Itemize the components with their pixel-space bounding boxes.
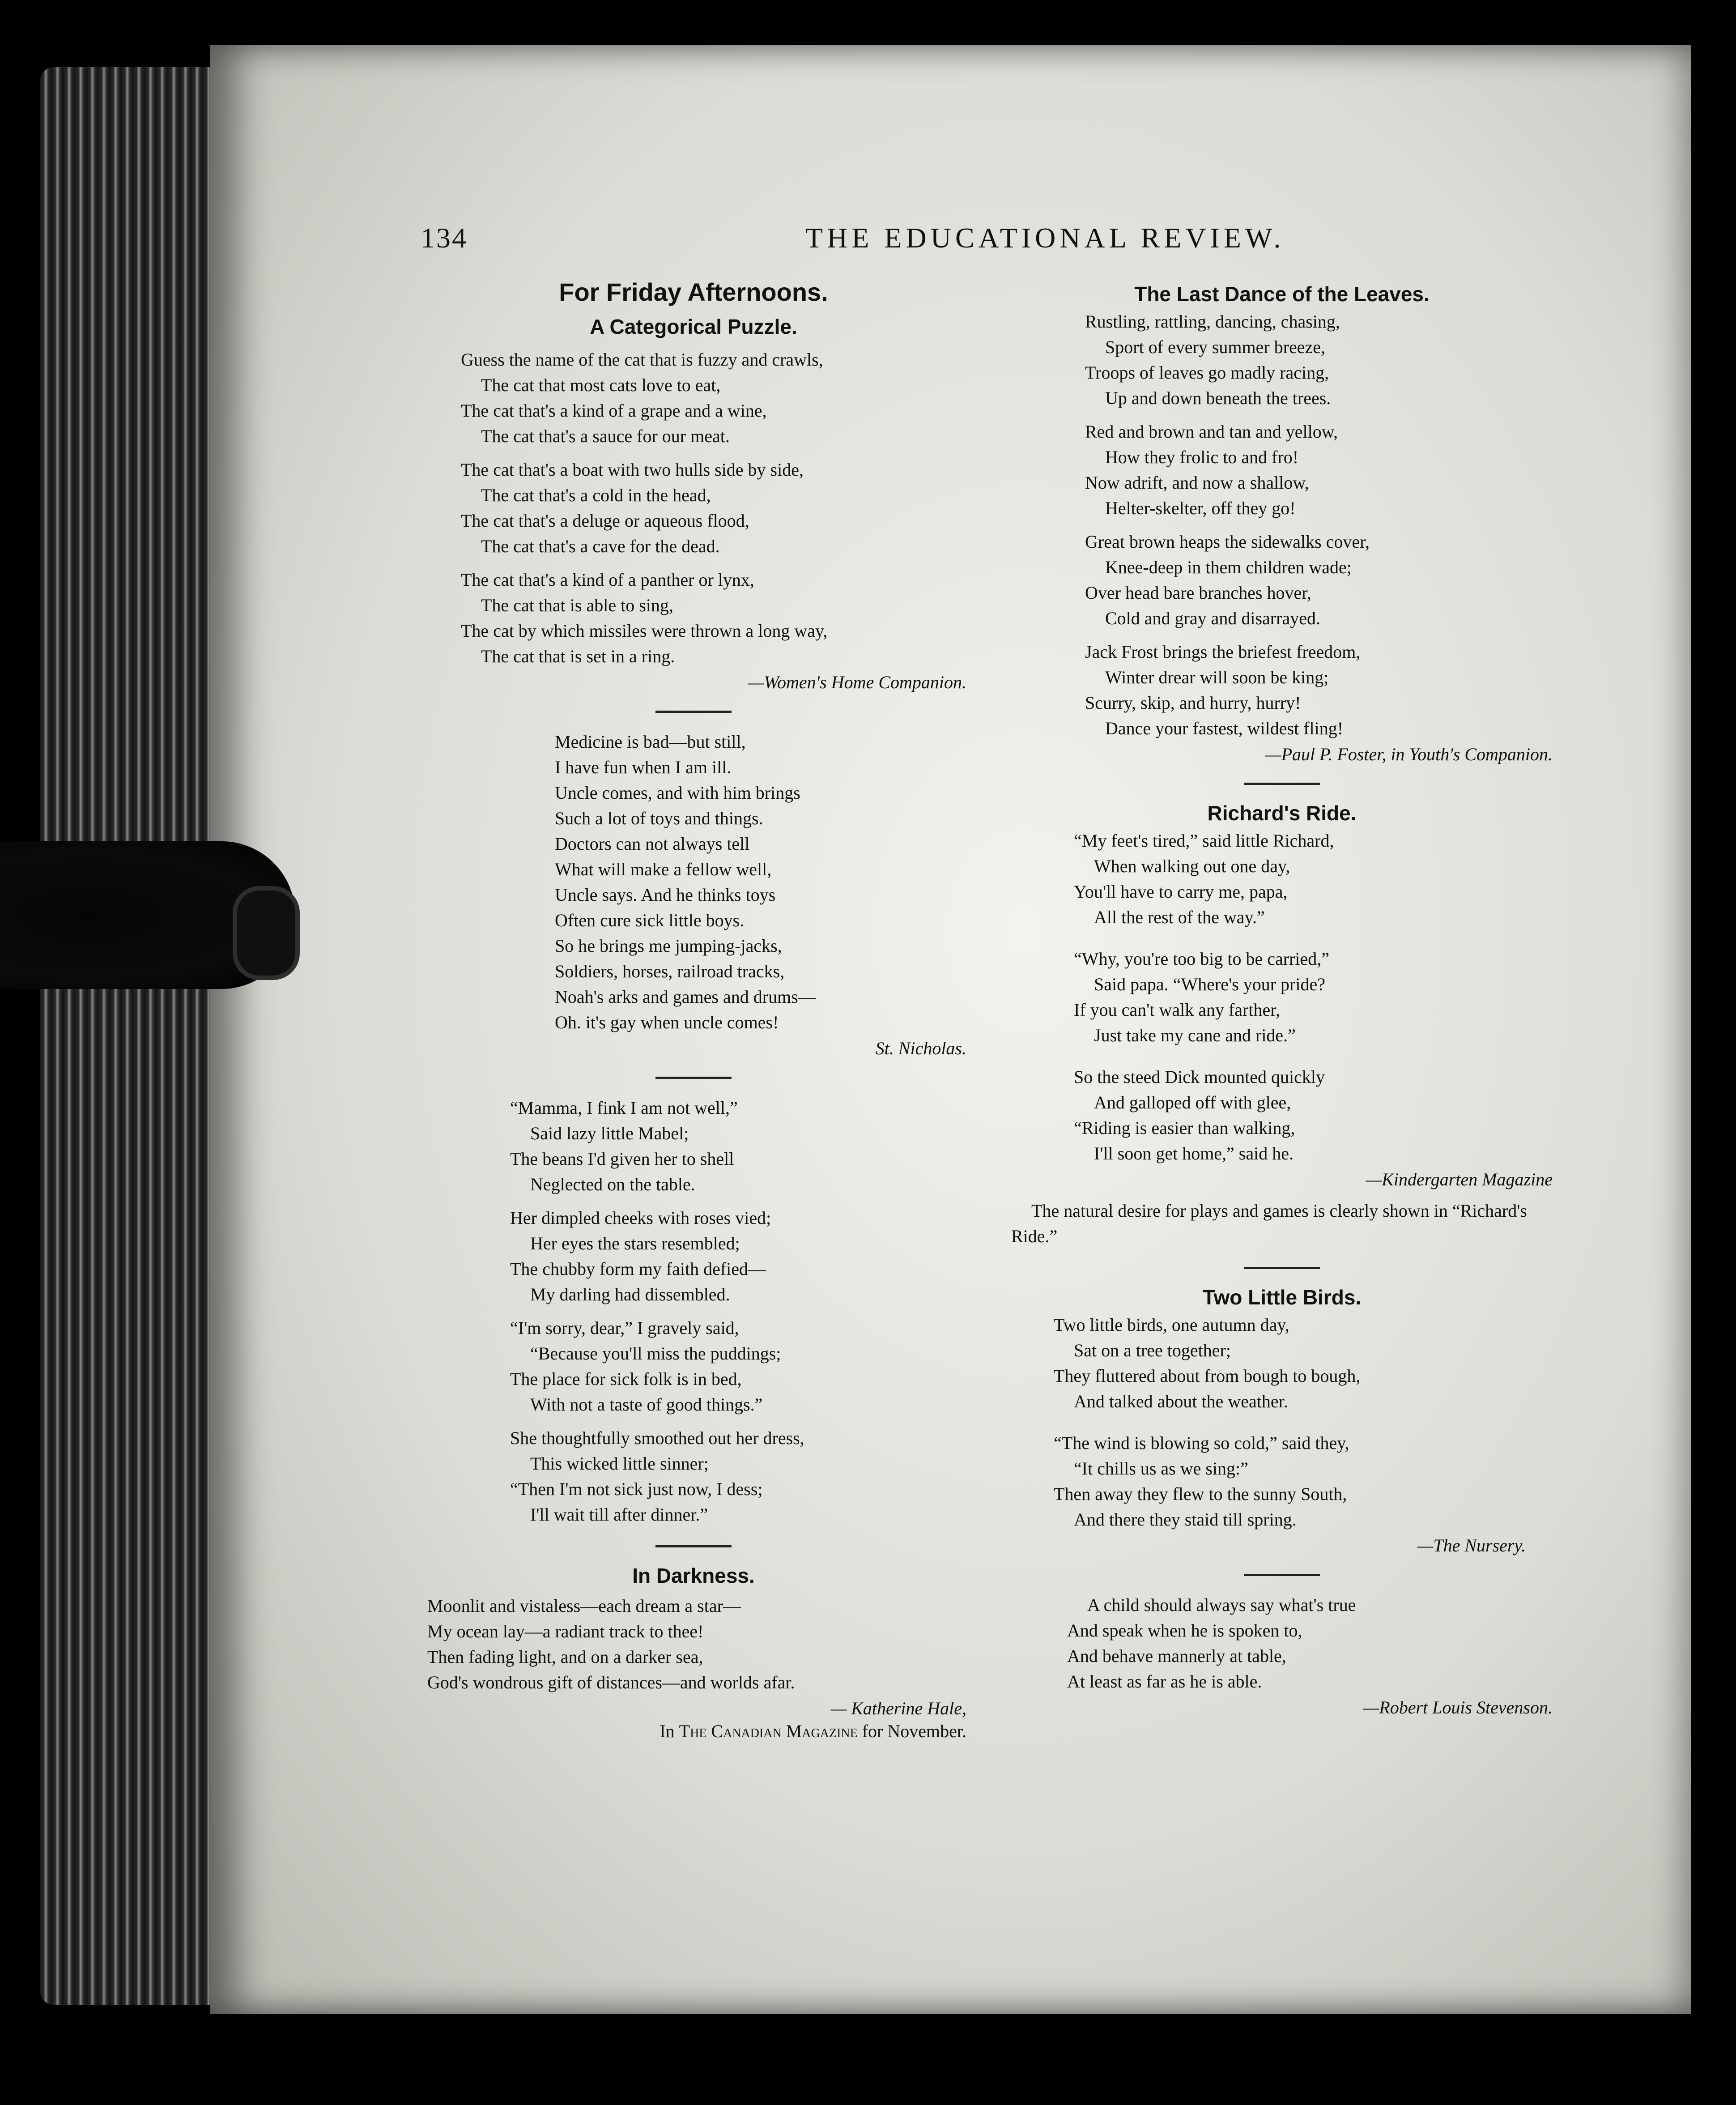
poem-line: And speak when he is spoken to, bbox=[1067, 1620, 1302, 1641]
poem-line: Moonlit and vistaless—each dream a star— bbox=[427, 1596, 741, 1616]
poem-line: “Mamma, I fink I am not well,” bbox=[510, 1098, 738, 1118]
stanza bbox=[510, 1095, 966, 1197]
stanza bbox=[1085, 309, 1553, 411]
poem-line: Sport of every summer breeze, bbox=[1105, 337, 1326, 357]
poem-line: The chubby form my faith defied— bbox=[510, 1259, 766, 1279]
poem-line: Doctors can not always tell bbox=[555, 834, 750, 854]
poem-line: “It chills us as we sing:” bbox=[1074, 1458, 1248, 1479]
poem-line: “My feet's tired,” said little Richard, bbox=[1074, 831, 1334, 851]
poem-line: Jack Frost brings the briefest freedom, bbox=[1085, 642, 1361, 662]
poem-line: The cat that most cats love to eat, bbox=[481, 375, 721, 395]
poem-line: The cat that's a kind of a grape and a wine, bbox=[461, 401, 767, 421]
poem-line: Neglected on the table. bbox=[530, 1174, 695, 1194]
poem-line: At least as far as he is able. bbox=[1067, 1671, 1262, 1692]
leaves-credit: —Paul P. Foster, in Youth's Companion. bbox=[1265, 744, 1553, 764]
stanza bbox=[1085, 529, 1553, 631]
divider-rule bbox=[1244, 1574, 1320, 1576]
poem-line: All the rest of the way.” bbox=[1094, 907, 1265, 927]
poem-line: My darling had dissembled. bbox=[530, 1284, 730, 1304]
poem-line: They fluttered about from bough to bough, bbox=[1054, 1366, 1361, 1386]
poem-line: And there they staid till spring. bbox=[1074, 1509, 1297, 1530]
source-prefix: In bbox=[660, 1721, 675, 1741]
poem-line: And behave mannerly at table, bbox=[1067, 1646, 1286, 1666]
puzzle-poem bbox=[461, 347, 966, 669]
poem-line: The cat that's a deluge or aqueous flood, bbox=[461, 511, 749, 531]
divider-rule bbox=[1244, 783, 1320, 785]
poem-line: Great brown heaps the sidewalks cover, bbox=[1085, 532, 1370, 552]
darkness-poem bbox=[427, 1593, 966, 1695]
medicine-poem bbox=[555, 729, 966, 1035]
poem-line: The cat that is able to sing, bbox=[481, 595, 673, 615]
poem-line: Then away they flew to the sunny South, bbox=[1054, 1484, 1347, 1504]
source-magazine: The Canadian Magazine bbox=[679, 1721, 858, 1741]
poem-line: If you can't walk any farther, bbox=[1074, 1000, 1280, 1020]
poem-line: I'll wait till after dinner.” bbox=[530, 1504, 708, 1525]
right-column bbox=[1011, 268, 1553, 1718]
stanza bbox=[461, 347, 966, 449]
stanza bbox=[461, 457, 966, 559]
puzzle-credit: —Women's Home Companion. bbox=[748, 672, 966, 692]
stanza bbox=[1085, 639, 1553, 741]
poem-line: When walking out one day, bbox=[1094, 856, 1290, 876]
divider-rule bbox=[1244, 1267, 1320, 1269]
poem-line: Now adrift, and now a shallow, bbox=[1085, 473, 1309, 493]
poem-line: “Then I'm not sick just now, I dess; bbox=[510, 1479, 763, 1499]
medicine-credit: St. Nicholas. bbox=[875, 1038, 966, 1058]
poem-line: Up and down beneath the trees. bbox=[1105, 388, 1331, 408]
poem-line: Soldiers, horses, railroad tracks, bbox=[555, 961, 785, 981]
poem-line: Red and brown and tan and yellow, bbox=[1085, 422, 1338, 442]
stevenson-poem bbox=[1067, 1592, 1553, 1694]
poem-line: Rustling, rattling, dancing, chasing, bbox=[1085, 311, 1340, 332]
poem-line: She thoughtfully smoothed out her dress, bbox=[510, 1428, 804, 1448]
poem-line: A child should always say what's true bbox=[1087, 1595, 1356, 1615]
page-number: 134 bbox=[421, 222, 468, 254]
richard-poem bbox=[1074, 828, 1553, 1166]
puzzle-title: A Categorical Puzzle. bbox=[590, 315, 797, 338]
poem-line: God's wondrous gift of distances—and worlds afar. bbox=[427, 1672, 795, 1692]
book-page-edges bbox=[40, 67, 219, 2005]
stanza bbox=[1074, 828, 1553, 930]
poem-line: The cat that's a sauce for our meat. bbox=[481, 426, 730, 446]
stanza bbox=[461, 567, 966, 669]
richard-credit: —Kindergarten Magazine bbox=[1366, 1169, 1553, 1189]
poem-line: Uncle says. And he thinks toys bbox=[555, 885, 776, 905]
stanza bbox=[510, 1315, 966, 1417]
stanza bbox=[1054, 1312, 1553, 1414]
poem-line: The cat that's a boat with two hulls side by side, bbox=[461, 460, 804, 480]
divider-rule bbox=[655, 1077, 732, 1079]
leaves-poem bbox=[1085, 309, 1553, 741]
poem-line: “Riding is easier than walking, bbox=[1074, 1118, 1295, 1138]
poem-line: Uncle comes, and with him brings bbox=[555, 783, 800, 803]
stanza bbox=[510, 1205, 966, 1307]
running-title: THE EDUCATIONAL REVIEW. bbox=[805, 222, 1285, 254]
left-column bbox=[421, 268, 966, 1742]
poem-line: Oh. it's gay when uncle comes! bbox=[555, 1012, 779, 1032]
poem-line: What will make a fellow well, bbox=[555, 859, 772, 879]
stanza bbox=[1054, 1430, 1553, 1532]
poem-line: Winter drear will soon be king; bbox=[1105, 667, 1329, 687]
poem-line: This wicked little sinner; bbox=[530, 1453, 709, 1474]
poem-line: “I'm sorry, dear,” I gravely said, bbox=[510, 1318, 739, 1338]
poem-line: Noah's arks and games and drums— bbox=[555, 987, 816, 1007]
poem-line: You'll have to carry me, papa, bbox=[1074, 882, 1288, 902]
poem-line: Helter-skelter, off they go! bbox=[1105, 498, 1296, 518]
poem-line: I have fun when I am ill. bbox=[555, 757, 732, 777]
poem-line: I'll soon get home,” said he. bbox=[1094, 1143, 1293, 1163]
poem-line: The cat by which missiles were thrown a long way, bbox=[461, 621, 828, 641]
poem-line: Her dimpled cheeks with roses vied; bbox=[510, 1208, 771, 1228]
poem-line: Said lazy little Mabel; bbox=[530, 1123, 689, 1143]
poem-line: Often cure sick little boys. bbox=[555, 910, 745, 930]
darkness-title: In Darkness. bbox=[632, 1564, 755, 1587]
page-header bbox=[421, 222, 1285, 262]
poem-line: The beans I'd given her to shell bbox=[510, 1149, 734, 1169]
poem-line: Then fading light, and on a darker sea, bbox=[427, 1647, 703, 1667]
section-title: For Friday Afternoons. bbox=[559, 278, 828, 306]
poem-line: “Because you'll miss the puddings; bbox=[530, 1343, 781, 1364]
poem-line: Just take my cane and ride.” bbox=[1094, 1025, 1296, 1045]
poem-line: The cat that's a cold in the head, bbox=[481, 485, 711, 505]
poem-line: With not a taste of good things.” bbox=[530, 1394, 763, 1415]
poem-line: And talked about the weather. bbox=[1074, 1391, 1288, 1411]
poem-line: Dance your fastest, wildest fling! bbox=[1105, 718, 1344, 738]
poem-line: Two little birds, one autumn day, bbox=[1054, 1315, 1289, 1335]
divider-rule bbox=[655, 711, 732, 713]
mabel-poem bbox=[510, 1095, 966, 1527]
poem-line: So the steed Dick mounted quickly bbox=[1074, 1067, 1325, 1087]
birds-credit: —The Nursery. bbox=[1417, 1535, 1526, 1555]
stanza bbox=[1074, 1064, 1553, 1166]
poem-line: So he brings me jumping-jacks, bbox=[555, 936, 782, 956]
poem-line: Over head bare branches hover, bbox=[1085, 583, 1311, 603]
leaves-title: The Last Dance of the Leaves. bbox=[1134, 282, 1430, 306]
birds-poem bbox=[1054, 1312, 1553, 1532]
richard-note: The natural desire for plays and games is clearly shown in “Richard's Ride.” bbox=[1011, 1201, 1527, 1246]
poem-line: The place for sick folk is in bed, bbox=[510, 1369, 742, 1389]
poem-line: Knee-deep in them children wade; bbox=[1105, 557, 1352, 577]
divider-rule bbox=[655, 1545, 732, 1547]
poem-line: Such a lot of toys and things. bbox=[555, 808, 763, 828]
richard-title: Richard's Ride. bbox=[1207, 801, 1357, 825]
poem-line: And galloped off with glee, bbox=[1094, 1092, 1291, 1112]
poem-line: Sat on a tree together; bbox=[1074, 1340, 1231, 1360]
birds-title: Two Little Birds. bbox=[1202, 1286, 1362, 1309]
darkness-credit: — Katherine Hale, bbox=[830, 1698, 966, 1718]
poem-line: Medicine is bad—but still, bbox=[555, 732, 746, 752]
stanza bbox=[1074, 946, 1553, 1048]
poem-line: Guess the name of the cat that is fuzzy and crawls, bbox=[461, 349, 823, 370]
stanza bbox=[1085, 419, 1553, 521]
poem-line: The cat that's a cave for the dead. bbox=[481, 536, 720, 556]
poem-line: The cat that is set in a ring. bbox=[481, 646, 675, 666]
poem-line: Said papa. “Where's your pride? bbox=[1094, 974, 1325, 994]
poem-line: Troops of leaves go madly racing, bbox=[1085, 362, 1329, 383]
poem-line: My ocean lay—a radiant track to thee! bbox=[427, 1621, 704, 1641]
poem-line: Her eyes the stars resembled; bbox=[530, 1233, 740, 1253]
darkness-source bbox=[421, 1721, 966, 1742]
poem-line: “The wind is blowing so cold,” said they, bbox=[1054, 1433, 1349, 1453]
poem-line: Cold and gray and disarrayed. bbox=[1105, 608, 1320, 628]
thumbnail-icon bbox=[233, 886, 300, 980]
poem-line: “Why, you're too big to be carried,” bbox=[1074, 949, 1330, 969]
stanza bbox=[510, 1425, 966, 1527]
stevenson-credit: —Robert Louis Stevenson. bbox=[1363, 1697, 1553, 1717]
poem-line: How they frolic to and fro! bbox=[1105, 447, 1299, 467]
poem-line: Scurry, skip, and hurry, hurry! bbox=[1085, 693, 1301, 713]
poem-line: The cat that's a kind of a panther or lynx, bbox=[461, 570, 754, 590]
source-suffix: for November. bbox=[862, 1721, 966, 1741]
